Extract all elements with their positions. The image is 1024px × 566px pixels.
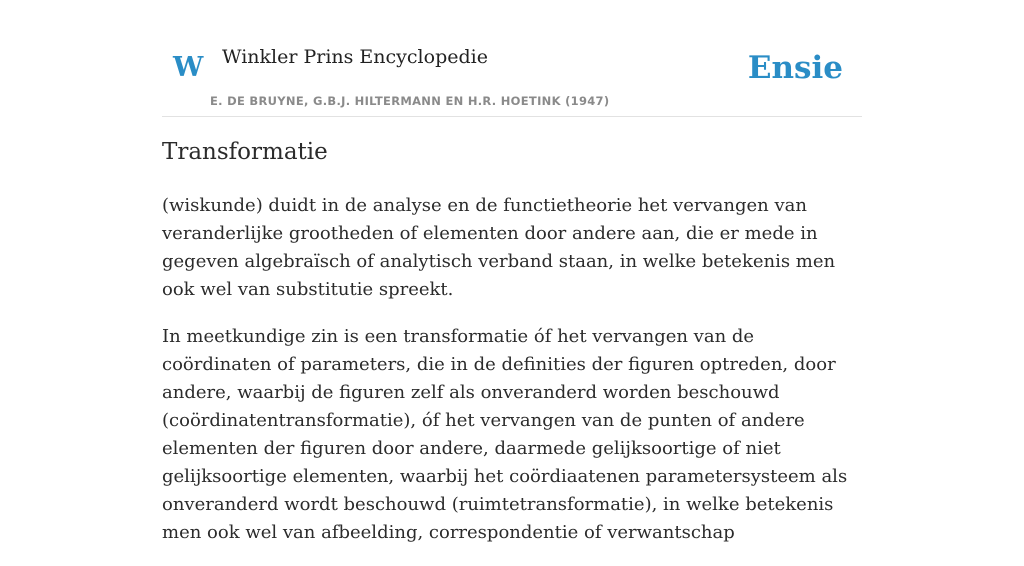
article-paragraph: (wiskunde) duidt in de analyse en de functietheorie het vervangen van veranderlijke grootheden of elementen door andere aan, die er mede in gegeven algebraïsch of analytisch verband staan, in welke betekenis men ook wel van substitutie spreekt. [162,195,836,300]
article-title: Transformatie [162,139,328,165]
authors-line: E. DE BRUYNE, G.B.J. HILTERMANN EN H.R. HOETINK (1947) [210,94,610,108]
article-body [162,192,867,566]
winkler-prins-logo[interactable]: W [173,52,204,83]
site-header [162,30,862,117]
article-paragraph: In meetkundige zin is een transformatie óf het vervangen van de coördinaten of parameters, die in de definities der figuren optreden, door andere, waarbij de figuren zelf als onveranderd worden beschouwd (coördinatentransformatie), óf het vervangen van de punten of andere elementen der figuren door andere, daarmede gelijksoortige of niet gelijksoortige elementen, waarbij het coördiaatenen parametersysteem als onveranderd wordt beschouwd (ruimtetransformatie), in welke betekenis men ook wel van afbeelding, correspondentie of verwantschap [162,326,848,543]
ensie-logo[interactable]: Ensie [747,50,843,86]
source-title[interactable]: Winkler Prins Encyclopedie [222,46,488,68]
